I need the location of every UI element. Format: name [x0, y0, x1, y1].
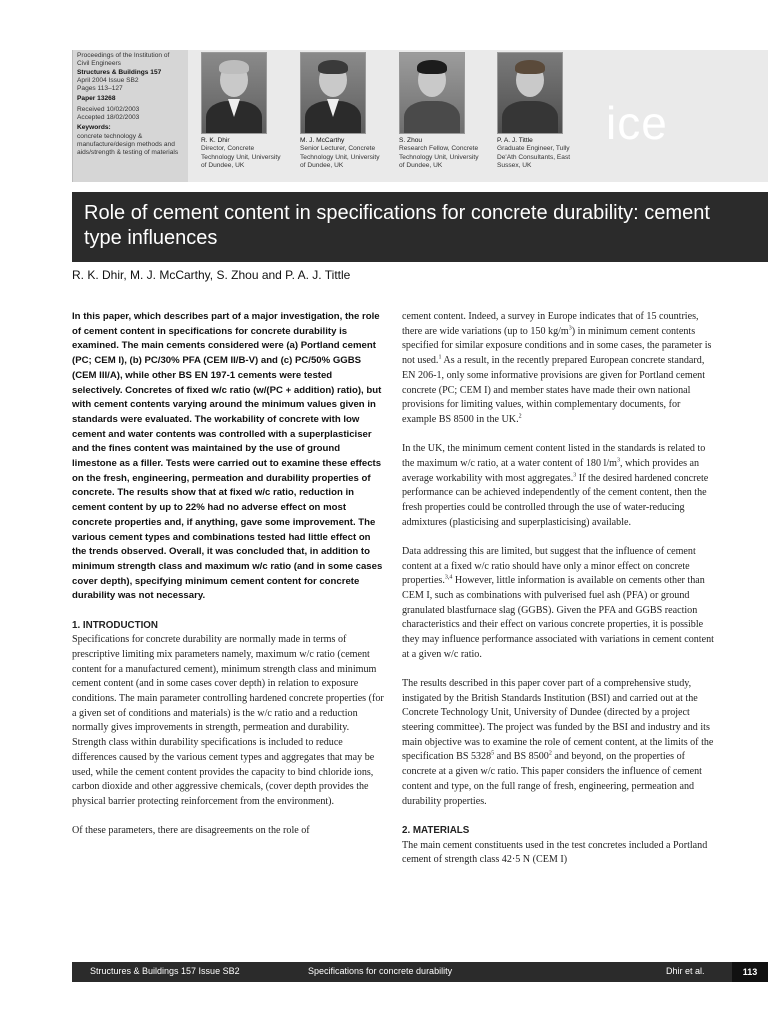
author-photo	[497, 52, 563, 134]
author-affiliation: Graduate Engineer, Tully	[497, 145, 570, 153]
author-photo	[300, 52, 366, 134]
author-photo	[201, 52, 267, 134]
author-name: S. Zhou	[399, 137, 423, 144]
proceedings-line: Proceedings of the Institution of	[77, 52, 170, 59]
institution-line: Civil Engineers	[77, 60, 121, 68]
title-band	[72, 192, 768, 262]
section-heading: 1. INTRODUCTION	[72, 619, 158, 631]
abstract: In this paper, which describes part of a major investigation, the role of cement content in specifications for concrete durability is examined. The main cements considered were (a) Portland cement (PC; CEM I), (b) PC/30% PFA (CEM II/B-V) and (c) PC/50% GGBS (CEM III/A), while other BS EN 197-1 cements were tested selectively. Concretes of fixed w/c ratio (w/(PC + addition) ratio), but with cement contents varying around the minimum values given in standards were evaluated. The workability of concrete with low cement and water contents was controlled with a superplasticiser and the fines content was maintained by the use of ground limestone as a filler. Tests were carried out to examine these effects on the fresh, engineering, permeation and durability properties of concrete. The results show that at fixed w/c ratio, reduction in cement content by up to 22% had no adverse effect on most concrete properties and, if anything, gave some improvement. The various cement types and combinations tested had little effect on the trends observed. Overall, it was concluded that, in addition to minimum strength class and maximum w/c ratio (and in some cases cover depth), specifying minimum cement content for concrete durability was not necessary.	[72, 311, 383, 602]
publication-info	[72, 50, 188, 182]
author-card	[201, 52, 293, 170]
accepted-date: Accepted 18/02/2003	[77, 114, 140, 122]
keywords-label: Keywords:	[77, 124, 111, 132]
paper-number: Paper 13268	[77, 95, 116, 103]
author-affiliation: Sussex, UK	[497, 161, 532, 169]
author-name: P. A. J. Tittle	[497, 137, 533, 144]
body-paragraph: The main cement constituents used in the test concretes included a Portland cement of strength class 42·5 N (CEM I)	[402, 839, 708, 866]
superscript: 3	[617, 457, 620, 464]
right-column	[402, 310, 714, 882]
body-paragraph: Data addressing this are limited, but suggest that the influence of cement content at a fixed w/c ratio should have only a minor effect on concrete properties.$^{3,4}$ However, little information is available on cements other than CEM I, such as combinations with pulverised fuel ash (PFA) or ground granulated blastfurnace slag (GGBS). Given the PFA and GGBS reaction characteristics and their effect on various concrete properties, it is possible they may influence performance associated with variations in cement content at a given w/c ratio.	[402, 545, 714, 660]
byline: R. K. Dhir, M. J. McCarthy, S. Zhou and P. A. J. Tittle	[72, 268, 351, 282]
keywords-line: manufacture/design methods and	[77, 140, 175, 148]
journal-line: Structures & Buildings 157	[77, 68, 162, 76]
section-heading: 2. MATERIALS	[402, 824, 470, 836]
ice-logo: ice	[606, 97, 668, 149]
author-card	[399, 52, 491, 170]
author-affiliation: of Dundee, UK	[300, 161, 344, 169]
citation: 3,4	[444, 574, 453, 581]
received-date: Received 10/02/2003	[77, 105, 140, 113]
keywords-line: concrete technology &	[77, 132, 143, 140]
author-name: R. K. Dhir	[201, 137, 230, 144]
superscript: 3	[568, 325, 572, 332]
body-paragraph: cement content. Indeed, a survey in Europe indicates that of 15 countries, there are wide variations (up to 150 $kg/m^3$) in minimum cement contents specified for similar exposure conditions and in some cases, the parameter is not used.$^1$ As a result, in the recently prepared European concrete standard, EN 206-1, only some informative provisions are given for Portland cement concrete (PC; CEM I) and member states have made their own national provisions for limiting values, within complementary documents, for example BS 8500 in the UK.$^2$	[402, 311, 712, 425]
author-affiliation: Technology Unit, University	[399, 153, 479, 161]
left-column	[72, 310, 384, 853]
author-card	[300, 52, 392, 170]
citation: 2	[548, 751, 552, 758]
keywords-line: aids/strength & testing of materials	[77, 149, 179, 157]
body-paragraph: Specifications for concrete durability are normally made in terms of prescriptive limiting mix parameters namely, maximum w/c ratio (cement content for a manufactured cement), minimum strength class and minimum cement content (and in some cases cover depth) in relation to exposure conditions. The main parameter controlling hardened concrete properties (for a given set of conditions and materials) is the w/c ratio and a reduction normally gives improvements in strength, permeation and durability. Strength class within durability specifications is included to reduce differences caused by the various cement types and aggregates that may be used, while the cement content provides the capacity to bind chloride ions, carbon dioxide and other aggressive chemicals, (cover depth provides the physical barrier protecting reinforcement from the environment).	[72, 634, 384, 807]
author-affiliation: De'Ath Consultants, East	[497, 153, 571, 161]
author-affiliation: of Dundee, UK	[399, 161, 443, 169]
issue-line: April 2004 Issue SB2	[77, 76, 139, 84]
citation: 5	[491, 751, 495, 758]
author-affiliation: Technology Unit, University	[201, 153, 281, 161]
citation: 2	[518, 413, 522, 420]
citation: 1	[438, 354, 442, 361]
author-name: M. J. McCarthy	[300, 137, 345, 144]
footer-journal: Structures & Buildings 157 Issue SB2	[90, 966, 240, 976]
body-paragraph: Of these parameters, there are disagreements on the role of	[72, 825, 310, 837]
author-affiliation: Research Fellow, Concrete	[399, 145, 479, 153]
body-paragraph: The results described in this paper cover part of a comprehensive study, instigated by the British Standards Institution (BSI) and carried out at the Concrete Technology Unit, University of Dundee (directed by a project steering committee). The project was funded by the BSI and industry and its main objective was to examine the role of cement content, at the limits of the specification BS 5328$^5$ and BS 8500$^2$ and beyond, on the properties of concrete at a given w/c ratio. This paper considers the influence of cement content and type, on the full range of fresh, engineering, permeation and durability properties.	[402, 677, 714, 807]
paper-title: Role of cement content in specifications for concrete durability: cement type influences	[84, 202, 710, 249]
pages-line: Pages 113–127	[77, 85, 123, 93]
author-affiliation: Senior Lecturer, Concrete	[300, 145, 376, 153]
author-affiliation: Technology Unit, University	[300, 153, 380, 161]
footer-short-title: Specifications for concrete durability	[308, 966, 453, 976]
footer-authors: Dhir et al.	[666, 966, 705, 976]
page-number: 113	[732, 962, 768, 982]
citation: 3	[573, 472, 577, 479]
author-card	[497, 52, 589, 170]
author-affiliation: of Dundee, UK	[201, 161, 245, 169]
author-photo	[399, 52, 465, 134]
page-footer	[72, 962, 768, 982]
author-affiliation: Director, Concrete	[201, 145, 255, 153]
body-paragraph: In the UK, the minimum cement content listed in the standards is related to the maximum w/c ratio, at a water content of 180 $l/m^3$, which provides an average workability with most aggregates.$^3$ If the desired hardened concrete performance can be achieved independently of the cement content, then the fresh properties could be controlled through the use of water-reducing admixtures (plasticising and superplasticising) available.	[402, 443, 709, 528]
